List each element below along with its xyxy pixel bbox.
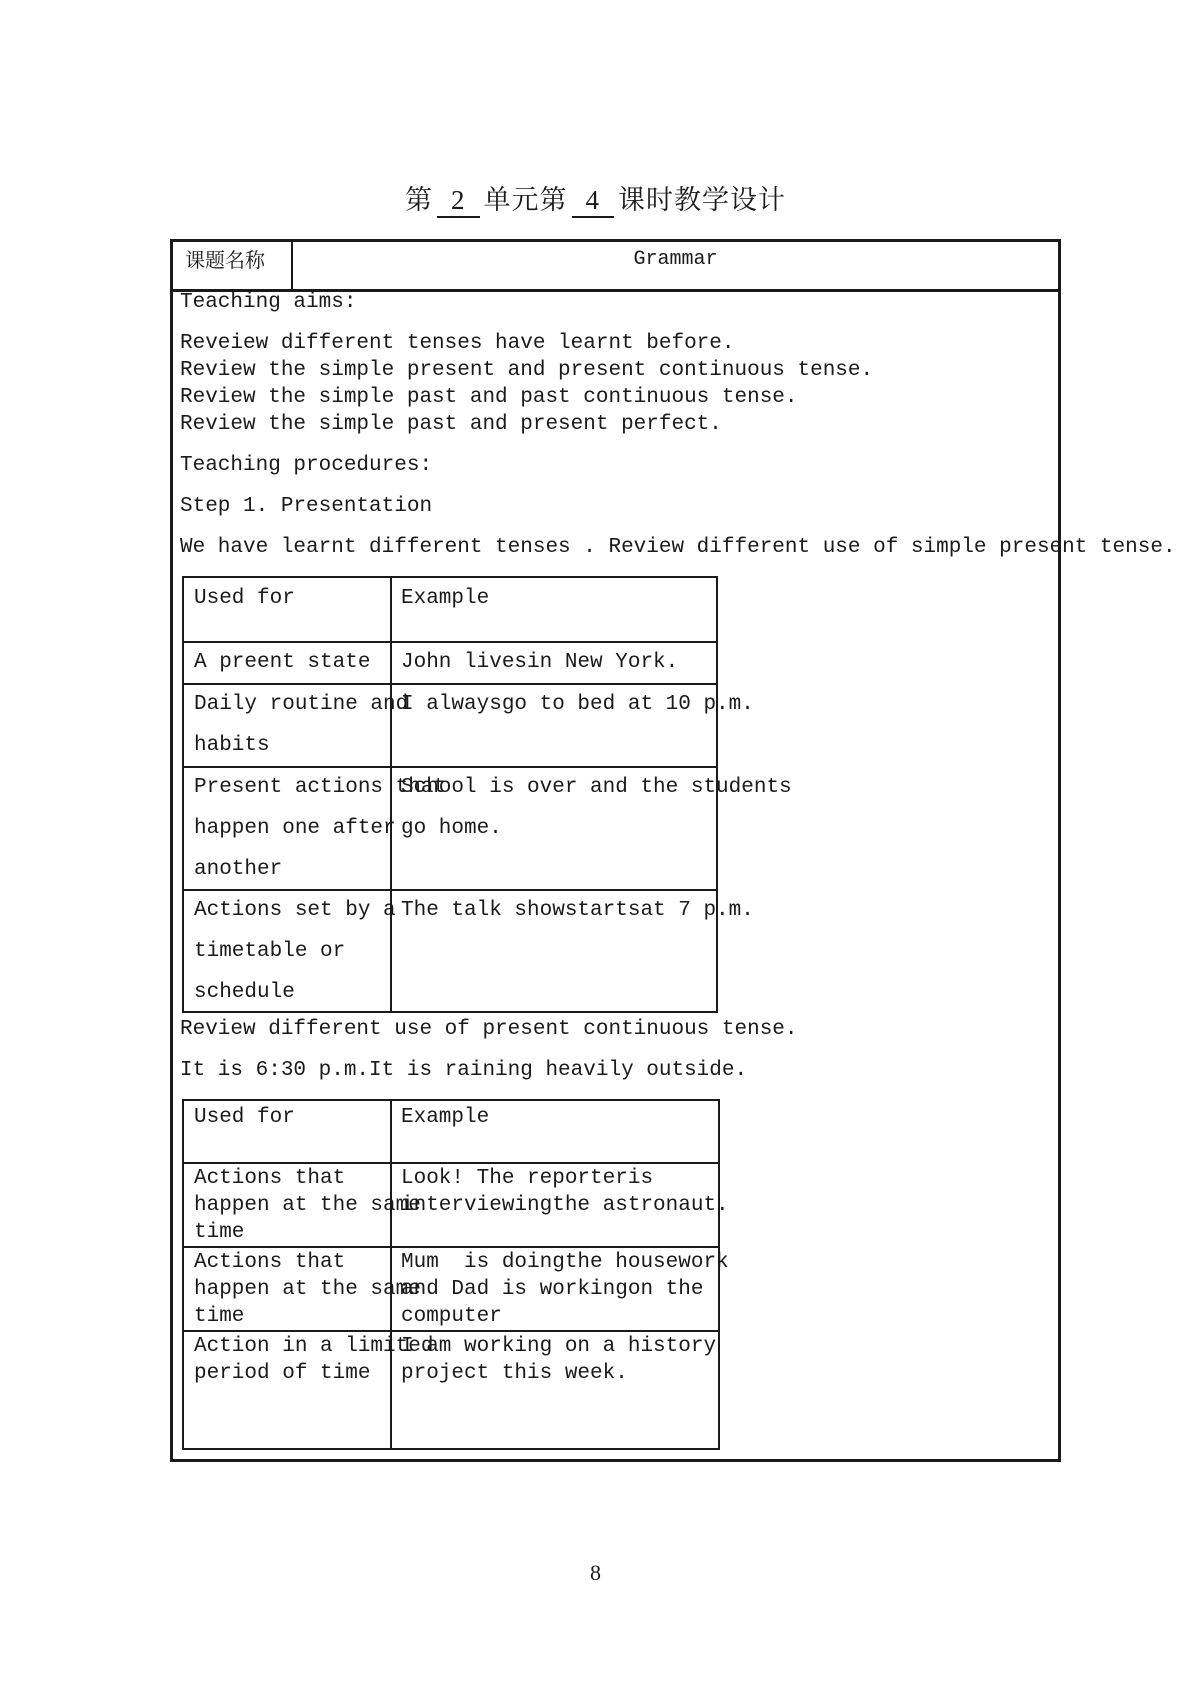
table-cell: go home. xyxy=(401,817,502,840)
aim-item: Review the simple present and present continuous tense. xyxy=(180,359,874,382)
table-cell: time xyxy=(194,1305,245,1328)
topic-row xyxy=(173,242,1058,292)
intro-text: We have learnt different tenses . Review different use of simple present tense. xyxy=(180,536,1176,559)
topic-label: 课题名称 xyxy=(173,242,293,290)
present-continuous-table xyxy=(182,1099,729,1450)
table-cell: project this week. xyxy=(401,1362,628,1385)
table-header-used-for: Used for xyxy=(194,587,295,610)
lesson-number: 4 xyxy=(572,185,615,218)
table-cell: Action in a limited xyxy=(194,1335,434,1358)
simple-present-table xyxy=(182,576,792,1013)
title-suffix: 课时教学设计 xyxy=(618,185,786,216)
table-cell: Daily routine and xyxy=(194,693,409,716)
table-cell: I alwaysgo to bed at 10 p.m. xyxy=(401,693,754,716)
continuous-sentence: It is 6:30 p.m.It is raining heavily outside. xyxy=(180,1059,748,1082)
table-cell: A preent state xyxy=(194,651,371,674)
table-cell: habits xyxy=(194,734,270,757)
table-cell: computer xyxy=(401,1305,502,1328)
table-cell: period of time xyxy=(194,1362,371,1385)
table-cell: School is over and the students xyxy=(401,776,792,799)
page-number: 8 xyxy=(590,1560,601,1585)
table-header-used-for: Used for xyxy=(194,1106,295,1129)
table-cell: Actions that xyxy=(194,1251,346,1274)
procedures-heading: Teaching procedures: xyxy=(180,454,433,477)
unit-suffix: 单元第 xyxy=(483,185,568,216)
table-cell: Present actions that xyxy=(194,776,447,799)
table-cell: Actions set by a xyxy=(194,899,396,922)
unit-number: 2 xyxy=(437,185,480,218)
table-cell: happen at the same xyxy=(194,1278,421,1301)
table-cell: Look! The reporteris xyxy=(401,1167,654,1190)
table-cell: John livesin New York. xyxy=(401,651,679,674)
aim-item: Review the simple past and present perfect. xyxy=(180,413,722,436)
title-prefix: 第 xyxy=(405,185,433,216)
table-cell: The talk showstartsat 7 p.m. xyxy=(401,899,754,922)
table-cell: and Dad is workingon the xyxy=(401,1278,704,1301)
page-title xyxy=(0,178,1191,218)
table-cell: timetable or xyxy=(194,940,346,963)
table-cell: another xyxy=(194,858,283,881)
table-cell: Mum is doingthe housework xyxy=(401,1251,729,1274)
table-cell: I am working on a history xyxy=(401,1335,717,1358)
table-cell: happen one after xyxy=(194,817,396,840)
aims-heading: Teaching aims: xyxy=(180,291,357,314)
aim-item: Review the simple past and past continuous tense. xyxy=(180,386,798,409)
step-heading: Step 1. Presentation xyxy=(180,495,433,518)
row-divider xyxy=(184,1246,718,1248)
table-cell: time xyxy=(194,1221,245,1244)
table-cell: Actions that xyxy=(194,1167,346,1190)
continuous-heading: Review different use of present continuous tense. xyxy=(180,1018,798,1041)
table-cell: interviewingthe astronaut. xyxy=(401,1194,729,1217)
aim-item: Reveiew different tenses have learnt before. xyxy=(180,332,735,355)
topic-value: Grammar xyxy=(633,248,718,271)
row-divider xyxy=(184,1162,718,1164)
table-header-example: Example xyxy=(401,587,490,610)
table-cell: happen at the same xyxy=(194,1194,421,1217)
table-header-example: Example xyxy=(401,1106,490,1129)
table-cell: schedule xyxy=(194,981,295,1004)
